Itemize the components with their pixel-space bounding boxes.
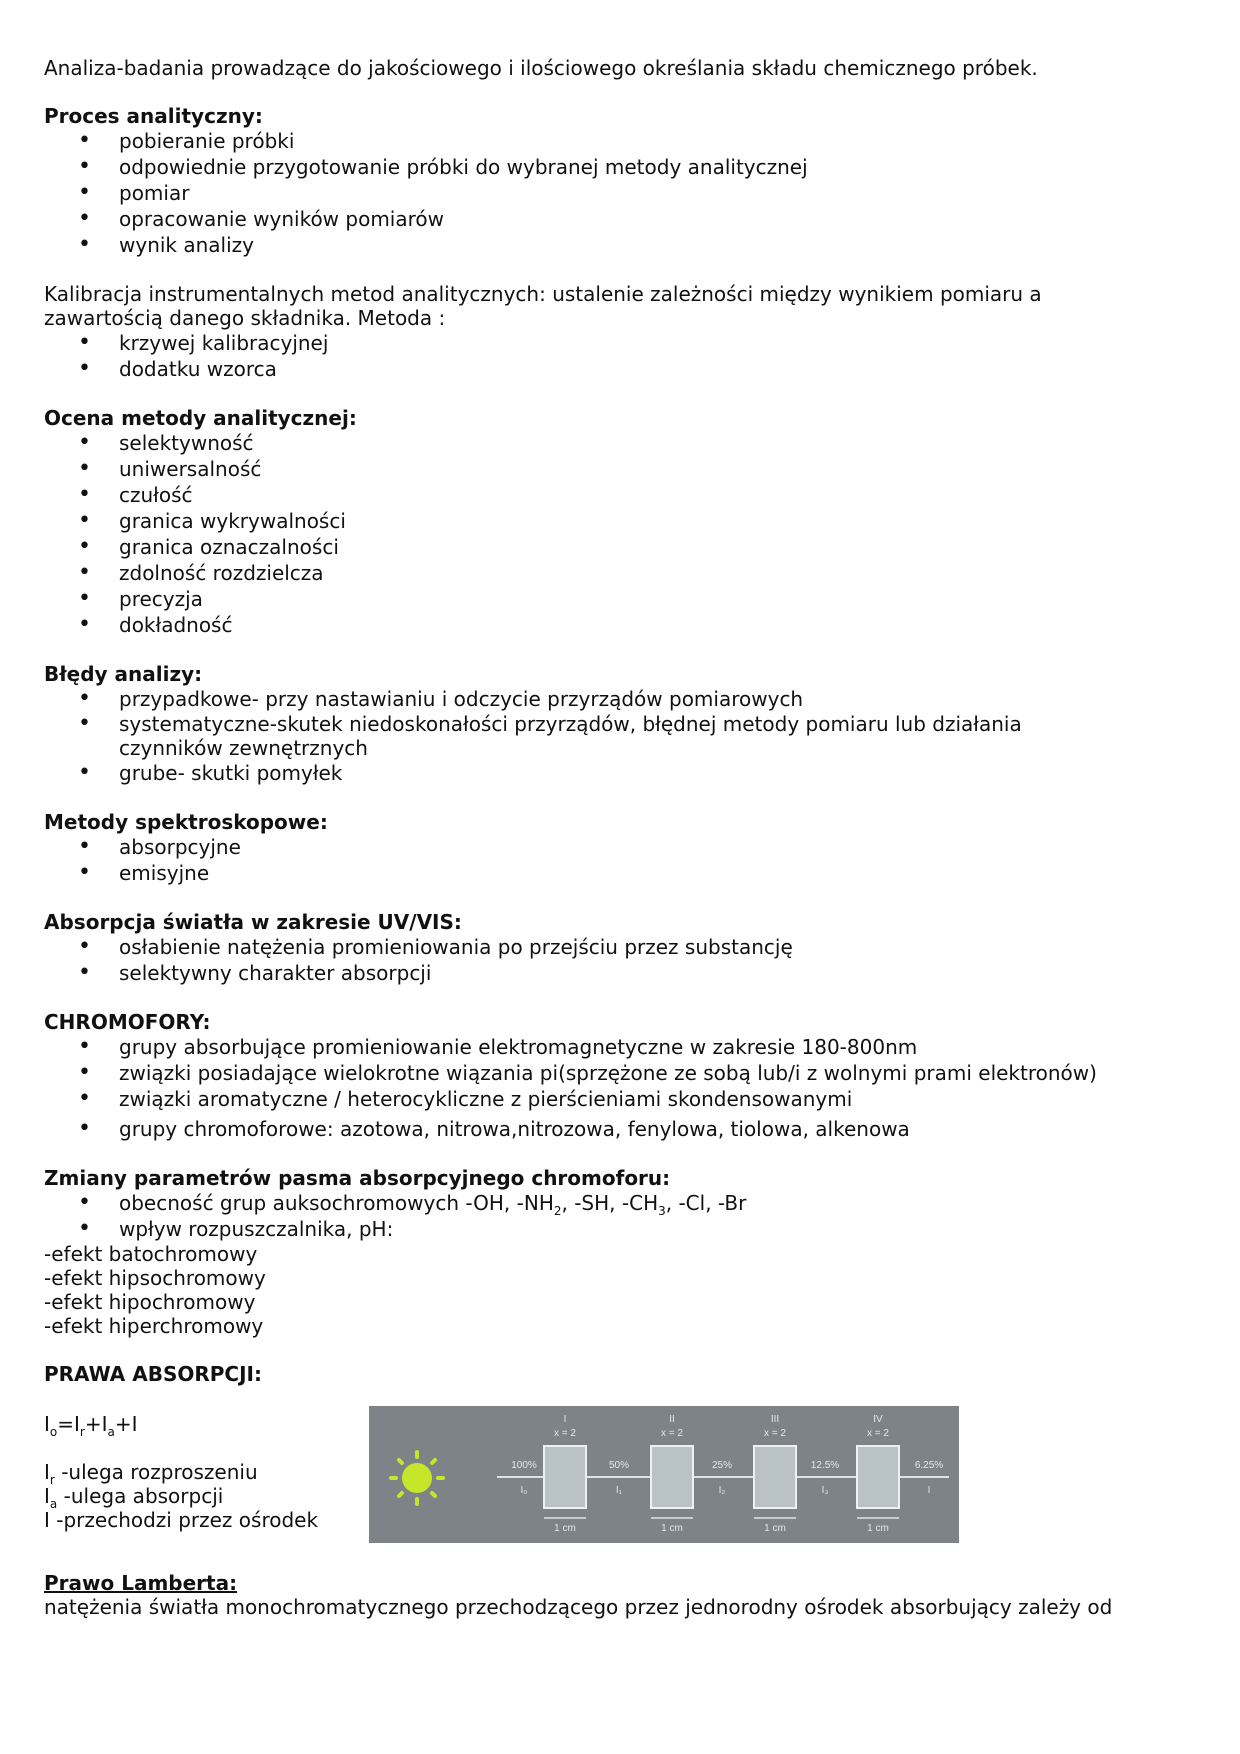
x-label: x = 2 — [867, 1428, 889, 1439]
cm-label: 1 cm — [764, 1523, 786, 1534]
spektro-list — [44, 834, 1194, 886]
subscript: a — [49, 1497, 58, 1511]
cuvette — [857, 1446, 899, 1508]
definition-i: I -przechodzi przez ośrodek — [44, 1508, 319, 1532]
roman-label: III — [770, 1414, 780, 1425]
effect-line: -efekt batochromowy — [44, 1242, 258, 1266]
cuvettes-group — [511, 1414, 943, 1534]
absorption-figure — [369, 1406, 959, 1543]
list-item-line: systematyczne-skutek niedoskonałości przyrządów, błędnej metody pomiaru lub działania — [119, 712, 1022, 736]
text-run: , -SH, -CH — [561, 1191, 659, 1215]
intensity-label: I₀ — [520, 1485, 528, 1496]
bledy-heading: Błędy analizy: — [44, 662, 203, 686]
subscript: 3 — [658, 1204, 666, 1218]
percent-label: 50% — [608, 1460, 630, 1471]
x-label: x = 2 — [764, 1428, 786, 1439]
kalibracja-text-2: zawartością danego składnika. Metoda : — [44, 306, 446, 330]
absorption-diagram — [369, 1406, 959, 1543]
cm-label: 1 cm — [554, 1523, 576, 1534]
list-item: • pobieranie próbki — [44, 128, 1194, 154]
list-item: • związki posiadające wielokrotne wiązania pi(sprzężone ze sobą lub/i z wolnymi prami elektronów) — [44, 1060, 1194, 1086]
list-item: • granica oznaczalności — [44, 534, 1194, 560]
list-item: • grupy chromoforowe: azotowa, nitrowa,nitrozowa, fenylowa, tiolowa, alkenowa — [44, 1116, 1194, 1142]
list-item: • absorpcyjne — [44, 834, 1194, 860]
list-item: • emisyjne — [44, 860, 1194, 886]
lambert-text: natężenia światła monochromatycznego przechodzącego przez jednorodny ośrodek absorbujący zależy od — [44, 1595, 1113, 1619]
document-page — [44, 56, 1194, 1619]
percent-label: 25% — [711, 1460, 733, 1471]
text-run: I — [44, 1412, 50, 1436]
text-run: obecność grup auksochromowych -OH, -NH — [119, 1191, 554, 1215]
list-item: • dodatku wzorca — [44, 356, 1194, 382]
text-run: -ulega rozproszeniu — [54, 1460, 258, 1484]
list-item: • wynik analizy — [44, 232, 1194, 258]
cm-label: 1 cm — [867, 1523, 889, 1534]
ocena-list — [44, 430, 1194, 638]
subscript: o — [49, 1425, 58, 1439]
intensity-label: I — [927, 1485, 931, 1496]
percent-label: 6.25% — [914, 1460, 944, 1471]
list-item: • osłabienie natężenia promieniowania po przejściu przez substancję — [44, 934, 1194, 960]
effect-line: -efekt hiperchromowy — [44, 1314, 264, 1338]
chromofory-heading: CHROMOFORY: — [44, 1010, 211, 1034]
proces-list — [44, 128, 1194, 258]
list-item: • opracowanie wyników pomiarów — [44, 206, 1194, 232]
x-label: x = 2 — [661, 1428, 683, 1439]
list-item: • selektywny charakter absorpcji — [44, 960, 1194, 986]
x-label: x = 2 — [554, 1428, 576, 1439]
kalibracja-list — [44, 330, 1194, 382]
absorpcja-list — [44, 934, 1194, 986]
list-item: • pomiar — [44, 180, 1194, 206]
zmiany-heading: Zmiany parametrów pasma absorpcyjnego chromoforu: — [44, 1166, 671, 1190]
list-item: • krzywej kalibracyjnej — [44, 330, 1194, 356]
list-item: • zdolność rozdzielcza — [44, 560, 1194, 586]
sun-icon — [391, 1452, 443, 1504]
cuvette — [544, 1446, 586, 1508]
subscript: a — [107, 1425, 115, 1439]
subscript: 2 — [553, 1204, 562, 1218]
intensity-label: I₃ — [821, 1485, 829, 1496]
kalibracja-text-1: Kalibracja instrumentalnych metod analitycznych: ustalenie zależności między wynikiem pomiaru a — [44, 282, 1042, 306]
list-item: • grupy absorbujące promieniowanie elektromagnetyczne w zakresie 180-800nm — [44, 1034, 1194, 1060]
cuvette — [754, 1446, 796, 1508]
bledy-list — [44, 686, 1194, 786]
effect-line: -efekt hipochromowy — [44, 1290, 256, 1314]
prawa-heading: PRAWA ABSORPCJI: — [44, 1362, 262, 1386]
list-item: • grube- skutki pomyłek — [44, 760, 1194, 786]
list-item: • precyzja — [44, 586, 1194, 612]
percent-label: 12.5% — [810, 1460, 840, 1471]
subscript: r — [49, 1473, 55, 1487]
effect-line: -efekt hipsochromowy — [44, 1266, 266, 1290]
list-item — [44, 712, 1194, 760]
absorpcja-heading: Absorpcja światła w zakresie UV/VIS: — [44, 910, 462, 934]
intensity-label: I₁ — [615, 1485, 623, 1496]
zmiany-list — [44, 1190, 1194, 1242]
list-item-line: czynników zewnętrznych — [119, 736, 368, 760]
list-item — [44, 1190, 1194, 1216]
text-run: , -Cl, -Br — [665, 1191, 747, 1215]
list-item: • czułość — [44, 482, 1194, 508]
list-item: • selektywność — [44, 430, 1194, 456]
list-item: • wpływ rozpuszczalnika, pH: — [44, 1216, 1194, 1242]
definition-ia: $I_a$ -ulega absorpcji — [44, 1484, 224, 1511]
list-item: • przypadkowe- przy nastawianiu i odczycie przyrządów pomiarowych — [44, 686, 1194, 712]
roman-label: II — [669, 1414, 675, 1425]
roman-label: I — [563, 1414, 567, 1425]
list-item: • uniwersalność — [44, 456, 1194, 482]
list-item: • związki aromatyczne / heterocykliczne z pierścieniami skondensowanymi — [44, 1086, 1194, 1112]
cm-label: 1 cm — [661, 1523, 683, 1534]
text-run: +I — [84, 1412, 108, 1436]
ocena-heading: Ocena metody analitycznej: — [44, 406, 357, 430]
subscript: r — [79, 1425, 85, 1439]
list-item: • dokładność — [44, 612, 1194, 638]
intensity-label: I₂ — [718, 1485, 726, 1496]
list-item: • odpowiednie przygotowanie próbki do wybranej metody analitycznej — [44, 154, 1194, 180]
text-run: =I — [57, 1412, 80, 1436]
intro-text: Analiza-badania prowadzące do jakościowego i ilościowego określania składu chemicznego próbek. — [44, 56, 1038, 80]
text-run: +I — [114, 1412, 138, 1436]
spektro-heading: Metody spektroskopowe: — [44, 810, 328, 834]
laws-definitions — [44, 1412, 369, 1543]
percent-label: 100% — [511, 1460, 537, 1471]
cuvette — [651, 1446, 693, 1508]
roman-label: IV — [873, 1414, 883, 1425]
laws-row — [44, 1412, 1194, 1543]
equation — [44, 1412, 369, 1439]
list-item: • granica wykrywalności — [44, 508, 1194, 534]
definition-ir: $I_r$ -ulega rozproszeniu — [44, 1460, 258, 1487]
text-run: -ulega absorpcji — [57, 1484, 224, 1508]
lambert-heading: Prawo Lamberta: — [44, 1571, 238, 1595]
proces-heading: Proces analityczny: — [44, 104, 263, 128]
chromofory-list — [44, 1034, 1194, 1142]
